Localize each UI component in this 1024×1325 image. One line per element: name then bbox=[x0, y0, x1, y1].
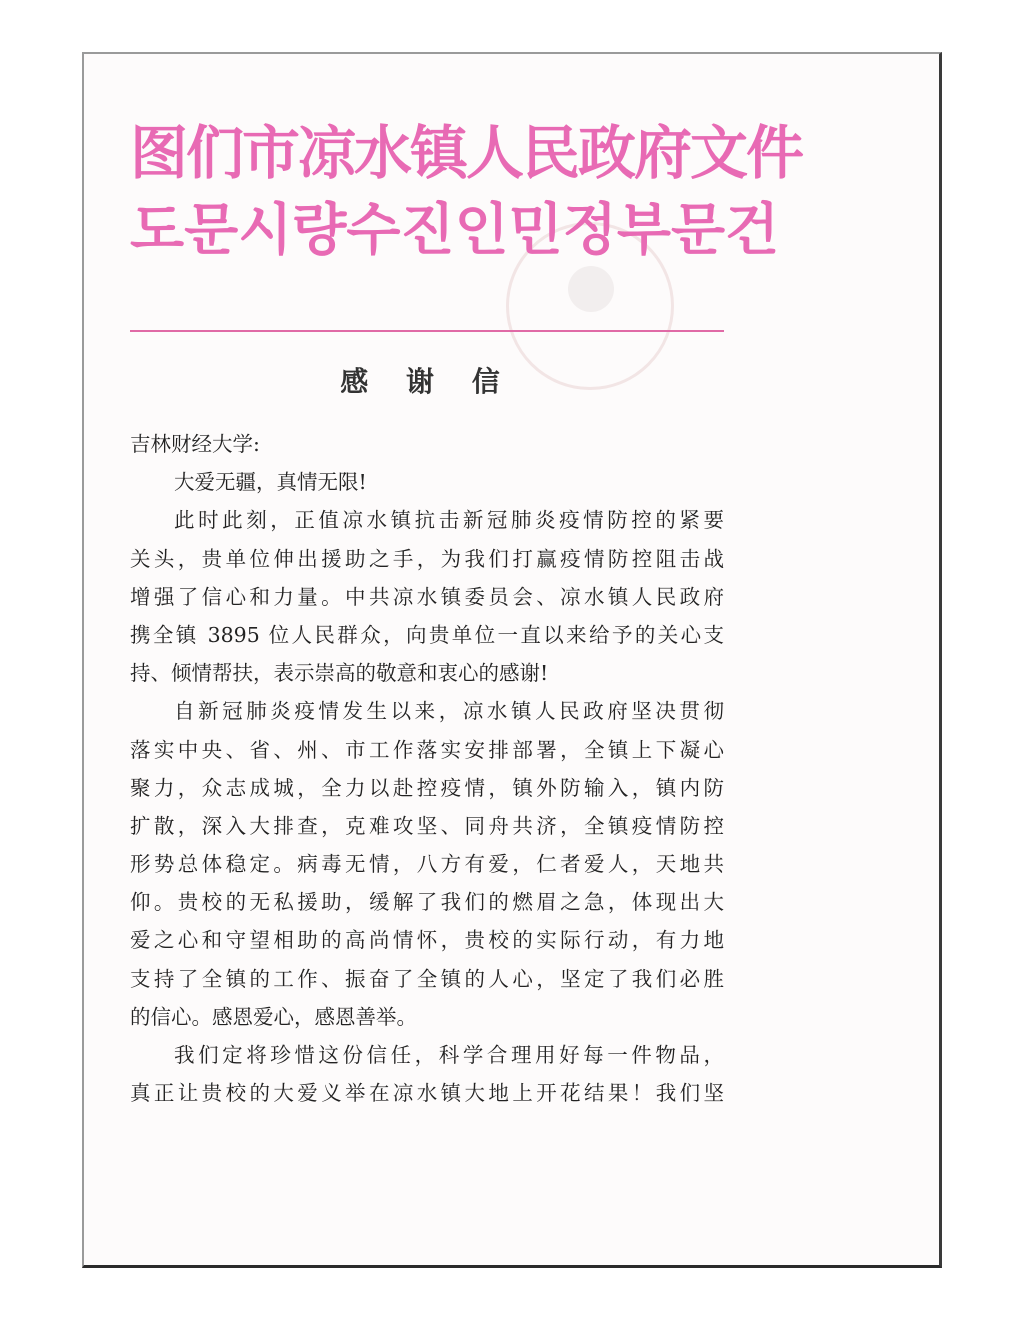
letter-line: 扩散，深入大排查，克难攻坚、同舟共济，全镇疫情防控 bbox=[130, 813, 724, 838]
letter-line: 落实中央、省、州、市工作落实安排部署，全镇上下凝心 bbox=[130, 737, 724, 762]
letter-line: 真正让贵校的大爱义举在凉水镇大地上开花结果！我们坚 bbox=[130, 1081, 724, 1106]
letter-line: 携全镇 3895 位人民群众，向贵单位一直以来给予的关心支 bbox=[130, 622, 724, 647]
letter-line: 增强了信心和力量。中共凉水镇委员会、凉水镇人民政府 bbox=[130, 584, 724, 609]
letter-line: 的信心。感恩爱心，感恩善举。 bbox=[130, 1004, 417, 1029]
letter-line: 聚力，众志成城，全力以赴控疫情，镇外防输入，镇内防 bbox=[130, 775, 724, 800]
letter-line: 此时此刻，正值凉水镇抗击新冠肺炎疫情防控的紧要 bbox=[174, 508, 724, 533]
letter-line: 我们定将珍惜这份信任，科学合理用好每一件物品， bbox=[174, 1043, 724, 1067]
letter-line: 爱之心和守望相助的高尚情怀，贵校的实际行动，有力地 bbox=[130, 928, 724, 953]
letter-line: 支持了全镇的工作、振奋了全镇的人心，坚定了我们必胜 bbox=[130, 966, 724, 991]
letterhead-divider bbox=[130, 330, 724, 332]
letter-body bbox=[130, 425, 724, 1112]
letter-line: 形势总体稳定。病毒无情，八方有爱，仁者爱人，天地共 bbox=[130, 852, 724, 877]
letter-line: 持、倾情帮扶，表示崇高的敬意和衷心的感谢! bbox=[130, 661, 549, 686]
letter-line: 仰。贵校的无私援助，缓解了我们的燃眉之急，体现出大 bbox=[130, 890, 724, 915]
letter-title: 感 谢 信 bbox=[340, 365, 514, 398]
letterhead-korean: 도문시량수진인민정부문건 bbox=[130, 198, 780, 263]
letter-line: 自新冠肺炎疫情发生以来，凉水镇人民政府坚决贯彻 bbox=[174, 699, 724, 724]
letterhead-chinese: 图们市凉水镇人民政府文件 bbox=[130, 119, 803, 187]
letter-line: 大爱无疆，真情无限! bbox=[174, 470, 367, 495]
official-seal-center bbox=[568, 266, 614, 312]
letter-line: 关头，贵单位伸出援助之手，为我们打赢疫情防控阻击战 bbox=[130, 546, 724, 571]
letter-line: 吉林财经大学: bbox=[130, 432, 260, 456]
